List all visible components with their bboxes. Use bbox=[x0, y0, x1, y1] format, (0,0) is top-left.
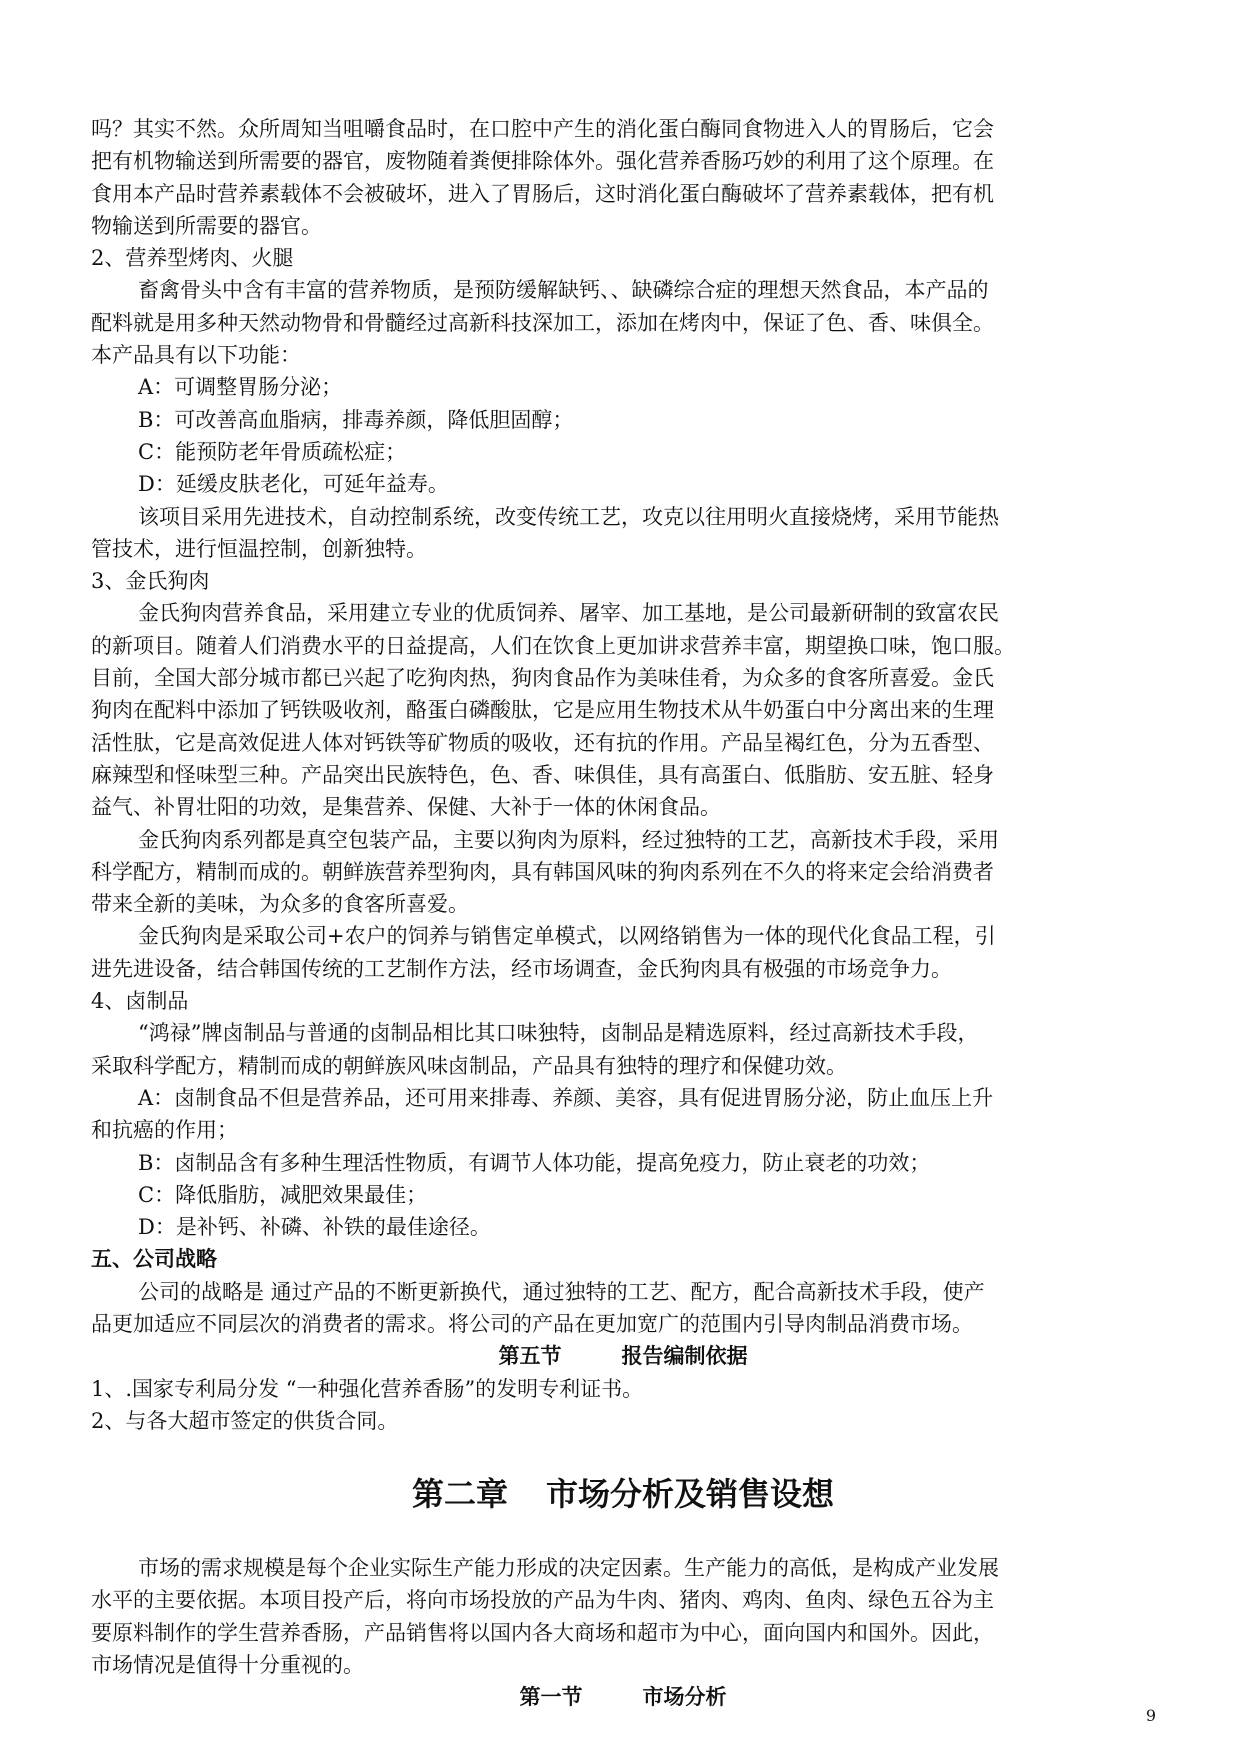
text-line: 管技术，进行恒温控制，创新独特。 bbox=[91, 536, 427, 561]
text-line: 目前，全国大部分城市都已兴起了吃狗肉热，狗肉食品作为美味佳肴，为众多的食客所喜爱。金氏 bbox=[91, 666, 994, 691]
text-line: 要原料制作的学生营养香肠，产品销售将以国内各大商场和超市为中心，面向国内和国外。因此， bbox=[91, 1620, 994, 1645]
list-item bbox=[91, 1082, 1155, 1147]
paragraph bbox=[91, 1017, 1155, 1082]
section-title bbox=[91, 1340, 1155, 1372]
paragraph bbox=[91, 920, 1155, 985]
text-line: 益气、补胃壮阳的功效，是集营养、保健、大补于一体的休闲食品。 bbox=[91, 795, 721, 820]
list-item: A：可调整胃肠分泌； bbox=[138, 375, 343, 400]
text-line: 本产品具有以下功能： bbox=[91, 343, 301, 368]
text-line: 进先进设备，结合韩国传统的工艺制作方法，经市场调查，金氏狗肉具有极强的市场竞争力。 bbox=[91, 956, 952, 981]
chapter-title bbox=[91, 1469, 1155, 1520]
text-line: 金氏狗肉是采取公司+农户的饲养与销售定单模式，以网络销售为一体的现代化食品工程，引 bbox=[138, 924, 996, 949]
text-line: 市场情况是值得十分重视的。 bbox=[91, 1653, 364, 1678]
list-item: B：可改善高血脂病，排毒养颜，降低胆固醇； bbox=[138, 407, 574, 432]
paragraph bbox=[91, 824, 1155, 921]
text-line: A：卤制食品不但是营养品，还可用来排毒、养颜、美容，具有促进胃肠分泌，防止血压上升 bbox=[138, 1085, 994, 1110]
text-line: 狗肉在配料中添加了钙铁吸收剂，酪蛋白磷酸肽，它是应用生物技术从牛奶蛋白中分离出来的生理 bbox=[91, 698, 994, 723]
subheading: 4、卤制品 bbox=[91, 989, 189, 1014]
text-line: 的新项目。随着人们消费水平的日益提高，人们在饮食上更加讲求营养丰富，期望换口味，饱口服。 bbox=[91, 633, 1015, 658]
text-line: 和抗癌的作用； bbox=[91, 1118, 238, 1143]
text-line: 金氏狗肉系列都是真空包装产品，主要以狗肉为原料，经过独特的工艺，高新技术手段，采用 bbox=[138, 827, 999, 852]
paragraph bbox=[91, 597, 1155, 823]
list-item: C：能预防老年骨质疏松症； bbox=[138, 439, 407, 464]
section-heading: 五、公司战略 bbox=[91, 1246, 217, 1272]
list-item: D：是补钙、补磷、补铁的最佳途径。 bbox=[138, 1215, 491, 1240]
text-line: 公司的战略是 通过产品的不断更新换代，通过独特的工艺、配方，配合高新技术手段，使产 bbox=[138, 1279, 985, 1304]
text-line: 市场的需求规模是每个企业实际生产能力形成的决定因素。生产能力的高低，是构成产业发展 bbox=[138, 1556, 999, 1581]
section-number: 第五节 bbox=[498, 1343, 562, 1369]
text-line: 食用本产品时营养素载体不会被破坏，进入了胃肠后，这时消化蛋白酶破坏了营养素载体，把有机 bbox=[91, 181, 994, 206]
text-line: 把有机物输送到所需要的器官，废物随着粪便排除体外。强化营养香肠巧妙的利用了这个原理。在 bbox=[91, 149, 994, 174]
paragraph bbox=[91, 1552, 1155, 1681]
text-line: 该项目采用先进技术，自动控制系统，改变传统工艺，攻克以往用明火直接烧烤，采用节能热 bbox=[138, 504, 999, 529]
text-line: 品更加适应不同层次的消费者的需求。将公司的产品在更加宽广的范围内引导肉制品消费市场。 bbox=[91, 1311, 973, 1336]
paragraph bbox=[91, 1276, 1155, 1341]
text-line: 物输送到所需要的器官。 bbox=[91, 213, 322, 238]
text-line: 配料就是用多种天然动物骨和骨髓经过高新科技深加工，添加在烤肉中，保证了色、香、味俱全。 bbox=[91, 310, 994, 335]
text-line: 带来全新的美味，为众多的食客所喜爱。 bbox=[91, 892, 469, 917]
text-line: 科学配方，精制而成的。朝鲜族营养型狗肉，具有韩国风味的狗肉系列在不久的将来定会给消费者 bbox=[91, 859, 994, 884]
paragraph bbox=[91, 501, 1155, 566]
text-line: 吗？其实不然。众所周知当咀嚼食品时，在口腔中产生的消化蛋白酶同食物进入人的胃肠后，它会 bbox=[91, 117, 994, 141]
section-name: 报告编制依据 bbox=[621, 1343, 748, 1369]
paragraph bbox=[91, 113, 1155, 242]
section-name: 市场分析 bbox=[642, 1684, 727, 1710]
text-line: “鸿禄”牌卤制品与普通的卤制品相比其口味独特，卤制品是精选原料，经过高新技术手段， bbox=[138, 1021, 979, 1046]
text-line: 畜禽骨头中含有丰富的营养物质，是预防缓解缺钙、、缺磷综合症的理想天然食品，本产品的 bbox=[138, 278, 989, 303]
text-line: 金氏狗肉营养食品，采用建立专业的优质饲养、屠宰、加工基地，是公司最新研制的致富农民 bbox=[138, 601, 999, 626]
chapter-number: 第二章 bbox=[411, 1475, 508, 1514]
list-item: 1、.国家专利局分发 “一种强化营养香肠”的发明专利证书。 bbox=[91, 1376, 644, 1401]
page-number: 9 bbox=[1145, 1706, 1156, 1725]
list-item: C：降低脂肪，减肥效果最佳； bbox=[138, 1182, 428, 1207]
text-line: 水平的主要依据。本项目投产后，将向市场投放的产品为牛肉、猪肉、鸡肉、鱼肉、绿色五谷为主 bbox=[91, 1588, 994, 1613]
subheading: 2、营养型烤肉、火腿 bbox=[91, 246, 294, 271]
paragraph bbox=[91, 274, 1155, 371]
list-item: B：卤制品含有多种生理活性物质，有调节人体功能，提高免疫力，防止衰老的功效； bbox=[138, 1150, 931, 1175]
text-line: 采取科学配方，精制而成的朝鲜族风味卤制品，产品具有独特的理疗和保健功效。 bbox=[91, 1053, 847, 1078]
list-item: 2、与各大超市签定的供货合同。 bbox=[91, 1408, 399, 1433]
section-title bbox=[91, 1681, 1155, 1713]
list-item: D：延缓皮肤老化，可延年益寿。 bbox=[138, 472, 449, 497]
text-line: 麻辣型和怪味型三种。产品突出民族特色，色、香、味俱佳，具有高蛋白、低脂肪、安五脏、轻身 bbox=[91, 762, 994, 787]
section-number: 第一节 bbox=[519, 1684, 583, 1710]
chapter-name: 市场分析及销售设想 bbox=[546, 1475, 835, 1514]
text-line: 活性肽，它是高效促进人体对钙铁等矿物质的吸收，还有抗的作用。产品呈褐红色，分为五香型、 bbox=[91, 730, 994, 755]
subheading: 3、金氏狗肉 bbox=[91, 569, 210, 594]
